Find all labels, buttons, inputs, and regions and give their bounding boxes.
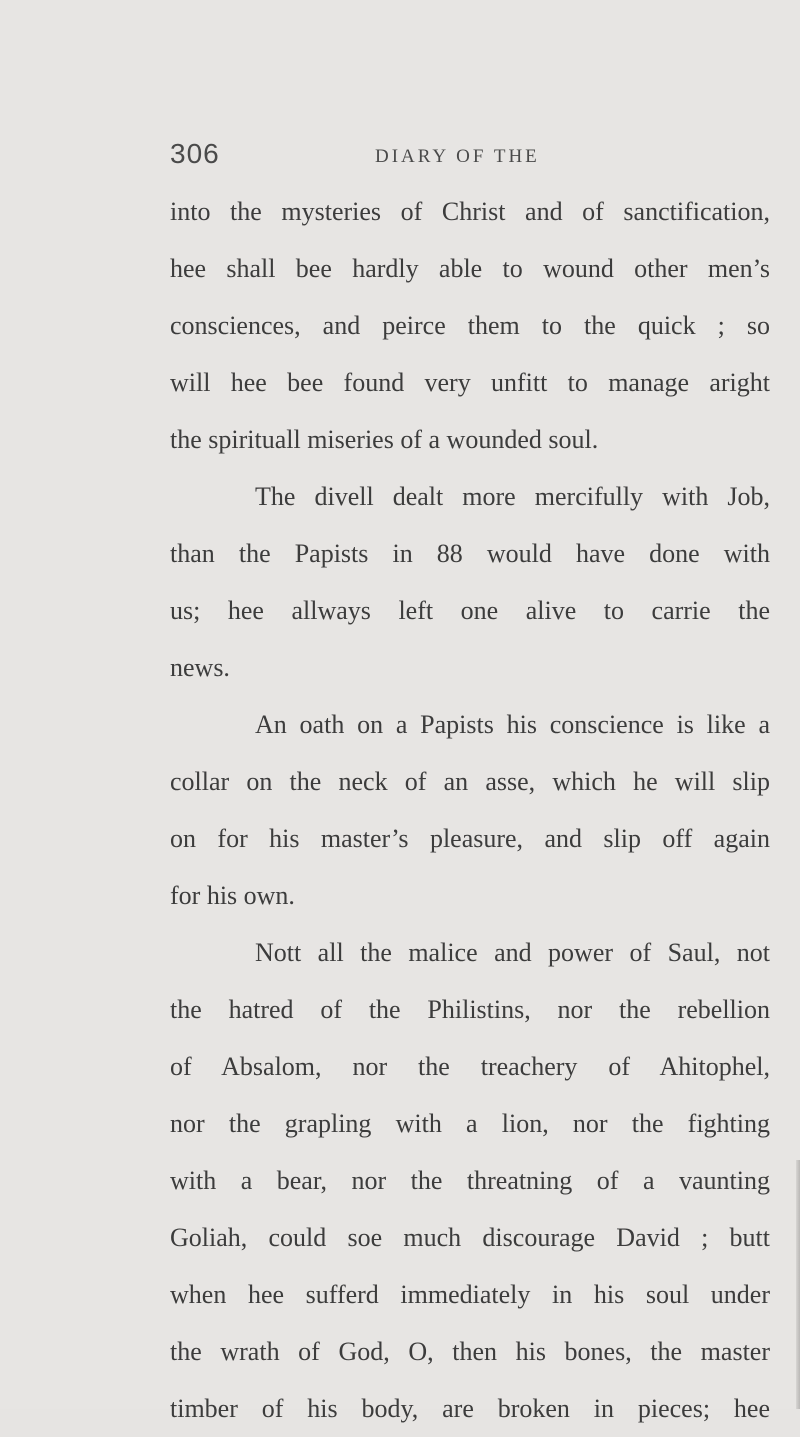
text-line: consciences, and peirce them to the quick ; so xyxy=(170,311,770,340)
body-text xyxy=(170,183,770,1437)
text-line: news. xyxy=(170,653,230,682)
text-line: collar on the neck of an asse, which he will slip xyxy=(170,767,770,796)
page-header xyxy=(170,138,730,178)
text-line: than the Papists in 88 would have done with xyxy=(170,539,770,568)
text-line: timber of his body, are broken in pieces; hee xyxy=(170,1394,770,1423)
text-line: the hatred of the Philistins, nor the rebellion xyxy=(170,995,770,1024)
text-line: nor the grapling with a lion, nor the fighting xyxy=(170,1109,770,1138)
text-line: with a bear, nor the threatning of a vaunting xyxy=(170,1166,770,1195)
text-line: the wrath of God, O, then his bones, the master xyxy=(170,1337,770,1366)
page-number: 306 xyxy=(170,138,220,169)
text-line: us; hee allways left one alive to carrie the xyxy=(170,596,770,625)
text-line: An oath on a Papists his conscience is like a xyxy=(255,710,770,739)
text-line: Goliah, could soe much discourage David ; butt xyxy=(170,1223,770,1252)
text-line: on for his master’s pleasure, and slip off again xyxy=(170,824,770,853)
running-head: DIARY OF THE xyxy=(375,146,540,167)
text-line: will hee bee found very unfitt to manage aright xyxy=(170,368,770,397)
text-line: hee shall bee hardly able to wound other men’s xyxy=(170,254,770,283)
text-line: into the mysteries of Christ and of sanctification, xyxy=(170,197,770,226)
text-line: The divell dealt more mercifully with Job, xyxy=(255,482,770,511)
text-line: when hee sufferd immediately in his soul under xyxy=(170,1280,770,1309)
text-line: for his own. xyxy=(170,881,295,910)
text-line: Nott all the malice and power of Saul, not xyxy=(255,938,770,967)
text-line: the spirituall miseries of a wounded soul. xyxy=(170,425,599,454)
text-line: of Absalom, nor the treachery of Ahitophel, xyxy=(170,1052,770,1081)
page-edge-shadow xyxy=(796,1160,800,1409)
